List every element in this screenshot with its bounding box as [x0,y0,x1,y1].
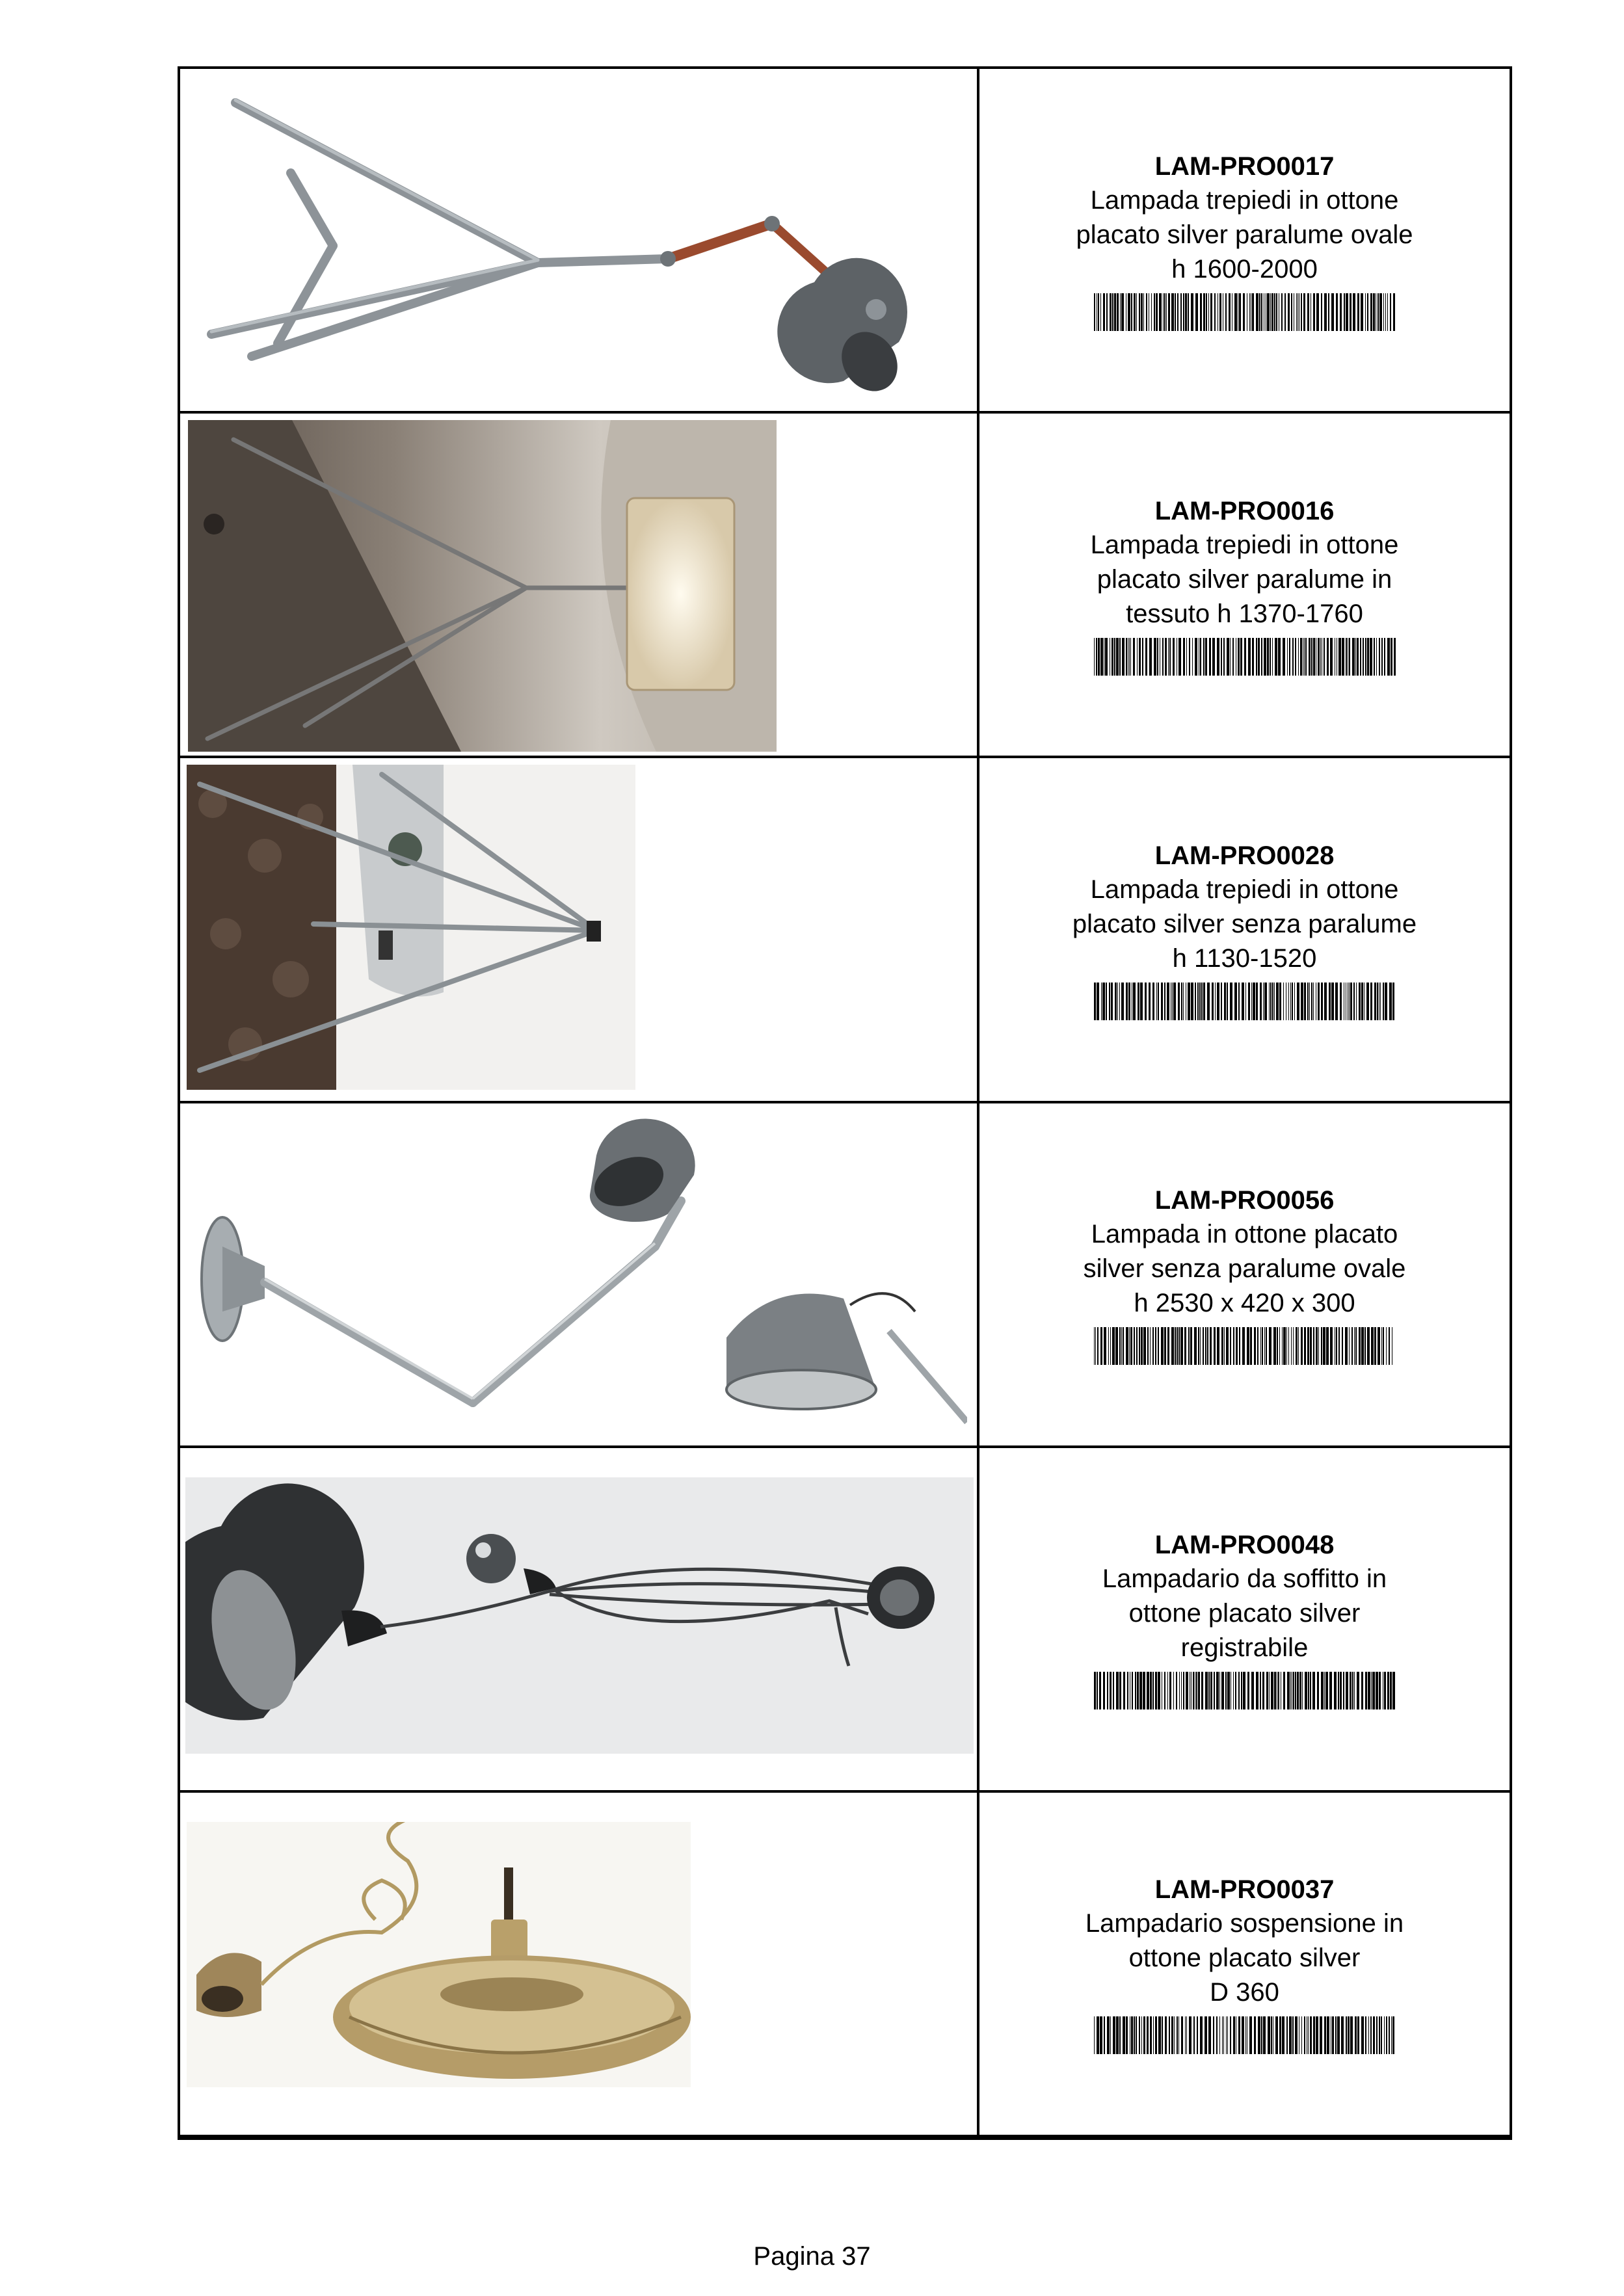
barcode-icon [1093,983,1397,1020]
product-image-cell [180,1448,979,1793]
product-image-cell [180,1793,979,2137]
product-info-cell [979,1103,1510,1448]
product-image-cell [180,414,979,758]
product-info-cell [979,758,1510,1103]
product-code: LAM-PRO0017 [1154,152,1335,181]
product-description-line: placato silver paralume in [1097,564,1392,594]
barcode-icon [1093,293,1397,331]
product-code: LAM-PRO0016 [1154,496,1335,525]
barcode-icon [1093,1672,1397,1709]
product-description-line: h 1600-2000 [1171,254,1318,284]
product-description-line: Lampada trepiedi in ottone [1090,185,1399,215]
product-code: LAM-PRO0048 [1154,1531,1335,1560]
barcode-icon [1093,1327,1397,1365]
product-code: LAM-PRO0037 [1154,1875,1335,1905]
product-image-cell [180,69,979,414]
product-description-line: placato silver paralume ovale [1076,220,1413,249]
tripod-lamp-fabric-shade-photo [188,420,777,752]
product-description-line: Lampada in ottone placato [1091,1220,1398,1249]
page-number: Pagina 37 [753,2242,871,2271]
product-description-line: registrabile [1180,1633,1309,1663]
product-description-line: silver senza paralume ovale [1083,1254,1406,1284]
product-description-line: Lampada trepiedi in ottone [1090,530,1399,559]
barcode-icon [1093,638,1397,676]
product-info-cell [979,414,1510,758]
product-info-cell [979,1448,1510,1793]
product-image-cell [180,1103,979,1448]
product-description-line: ottone placato silver [1128,1944,1361,1973]
product-code: LAM-PRO0056 [1154,1186,1335,1215]
product-description-line: Lampadario da soffitto in [1102,1564,1387,1594]
product-info-cell [979,1793,1510,2137]
product-description-line: tessuto h 1370-1760 [1126,599,1363,628]
tripod-floor-lamp-photo [187,75,967,401]
product-info-cell [979,69,1510,414]
suspension-lamp-photo [187,1822,691,2087]
product-description-line: ottone placato silver [1128,1599,1361,1628]
product-description-line: h 2530 x 420 x 300 [1134,1289,1355,1318]
articulated-wall-lamp-photo [187,1116,967,1442]
product-description-line: placato silver senza paralume [1072,909,1417,938]
product-description-line: Lampada trepiedi in ottone [1090,875,1399,904]
ceiling-pendant-lamp-photo [185,1477,974,1754]
product-description-line: Lampadario sospensione in [1085,1909,1404,1938]
tripod-lamp-no-shade-photo [187,765,635,1090]
product-image-cell [180,758,979,1103]
product-description-line: h 1130-1520 [1172,943,1317,973]
product-code: LAM-PRO0028 [1154,841,1335,870]
barcode-icon [1093,2016,1397,2054]
product-catalog-table [178,66,1512,2140]
product-description-line: D 360 [1210,1978,1279,2007]
